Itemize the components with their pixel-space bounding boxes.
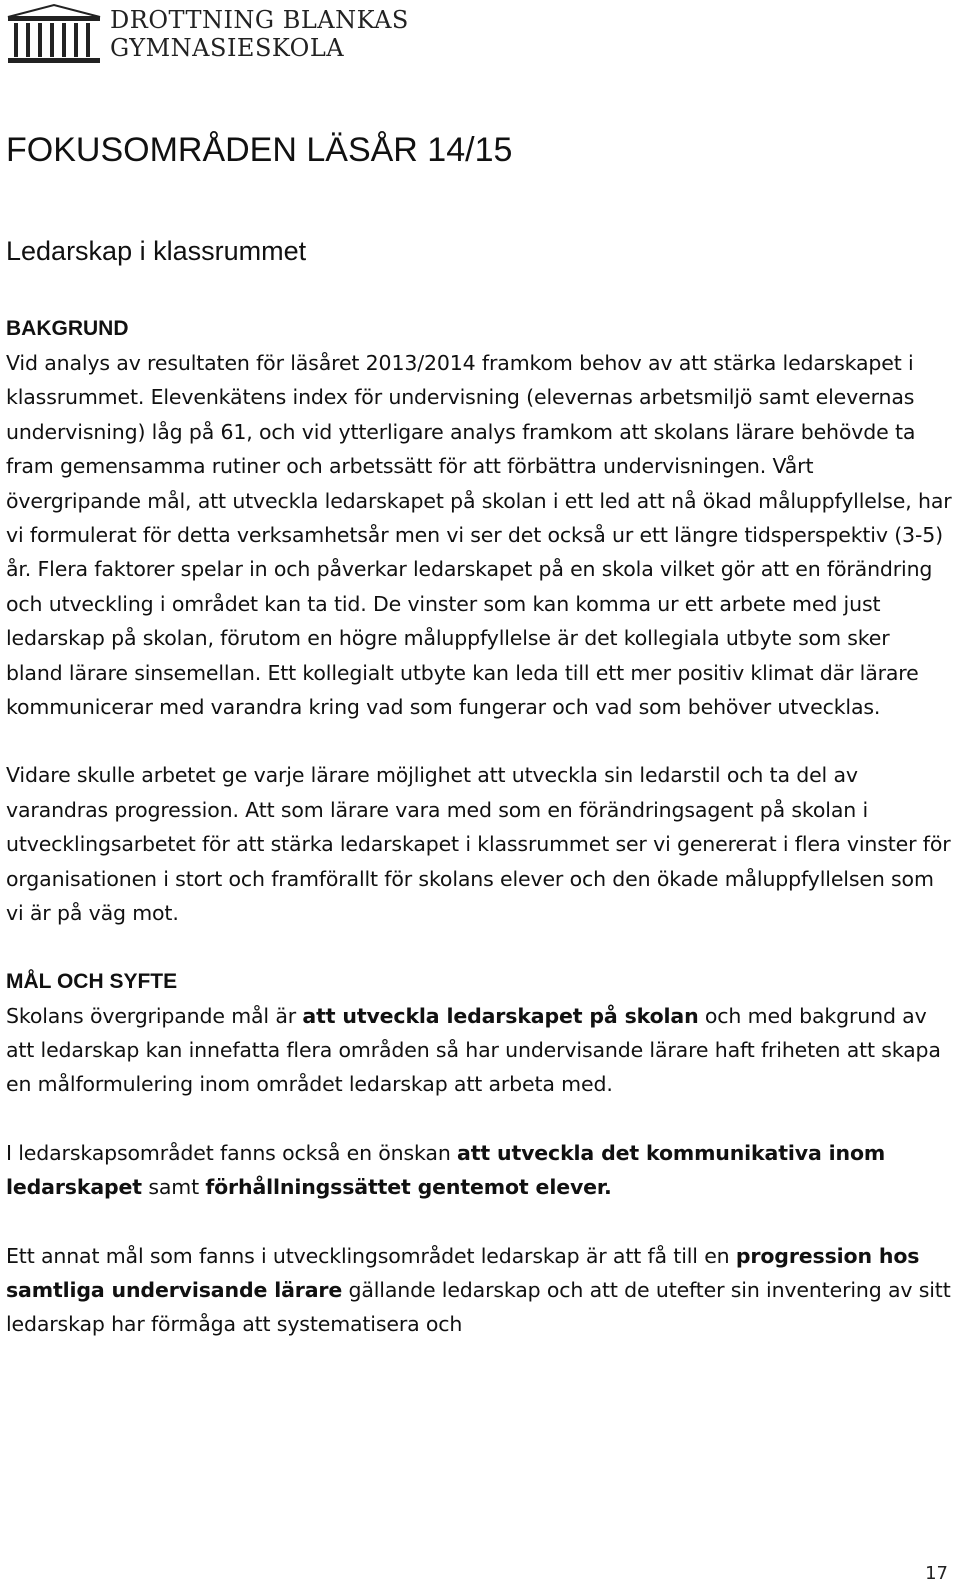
columns-building-icon — [6, 3, 102, 65]
bakgrund-paragraph-1: Vid analys av resultaten för läsåret 2013/2014 framkom behov av att stärka ledarskapet i klassrummet. Elevenkätens index för undervisning (elevernas arbetsmiljö samt elevernas undervisning) låg på 61, och vid ytterligare analys framkom att skolans lärare behövde ta fram gemensamma rutiner och arbetssätt för att förbättra undervisningen. Vårt övergripande mål, att utveckla ledarskapet på skolan i ett led att nå ökad måluppfyllelse, har vi formulerat för detta verksamhetsår men vi ser det också ur ett längre tidsperspektiv (3-5) år. Flera faktorer spelar in och påverkar ledarskapet på en skola vilket gör att en förändring och utveckling i området kan ta tid. De vinster som kan komma ur ett arbete med just ledarskap på skolan, förutom en högre måluppfyllelse är det kollegiala utbyte som sker bland lärare sinsemellan. Ett kollegialt utbyte kan leda till ett mer positiv klimat där lärare kommunicerar med varandra kring vad som fungerar och vad som behöver utvecklas. — [6, 351, 952, 720]
emphasis-text: att utveckla ledarskapet på skolan — [302, 1003, 699, 1028]
page-subtitle: Ledarskap i klassrummet — [6, 236, 307, 266]
emphasis-text: förhållningssättet gentemot elever. — [205, 1175, 612, 1200]
logo-line-2: GYMNASIESKOLA — [110, 34, 345, 62]
mal-paragraph-3: Ett annat mål som fanns i utvecklingsområdet ledarskap är att få till en progression hos samtliga undervisande lärare gällande ledarskap och att de utefter sin inventering av sitt ledarskap har förmåga att systematisera och — [6, 1243, 951, 1337]
school-header — [6, 2, 409, 66]
bakgrund-paragraph-2: Vidare skulle arbetet ge varje lärare möjlighet att utveckla sin ledarstil och ta del av varandras progression. Att som lärare vara med som en förändringsagent på skolan i utvecklingsarbetet för att stärka ledarskapet i klassrummet ser vi genererat i flera vinster för organisationen i stort och framförallt för skolans elever och den ökade måluppfyllelsen som vi är på väg mot. — [6, 763, 951, 926]
logo-line-1: DROTTNING BLANKAS — [110, 6, 409, 34]
emphasis-text: att utveckla det kommunikativa inom ledarskapet — [6, 1140, 886, 1200]
page-number: 17 — [925, 1563, 948, 1584]
mal-paragraph-1: Skolans övergripande mål är att utveckla ledarskapet på skolan och med bakgrund av att ledarskap kan innefatta flera områden så har undervisande lärare haft friheten att skapa en målformulering inom området ledarskap att arbeta med. — [6, 1003, 941, 1097]
document-body — [6, 312, 952, 1342]
mal-paragraph-2: I ledarskapsområdet fanns också en önskan att utveckla det kommunikativa inom ledarskapet samt förhållningssättet gentemot elever. — [6, 1140, 886, 1200]
page-title: FOKUSOMRÅDEN LÄSÅR 14/15 — [6, 131, 513, 169]
school-logo-text — [110, 6, 409, 62]
section-heading-mal: MÅL OCH SYFTE — [6, 969, 178, 993]
section-heading-bakgrund: BAKGRUND — [6, 317, 129, 340]
emphasis-text: progression hos samtliga undervisande lärare — [6, 1243, 920, 1302]
